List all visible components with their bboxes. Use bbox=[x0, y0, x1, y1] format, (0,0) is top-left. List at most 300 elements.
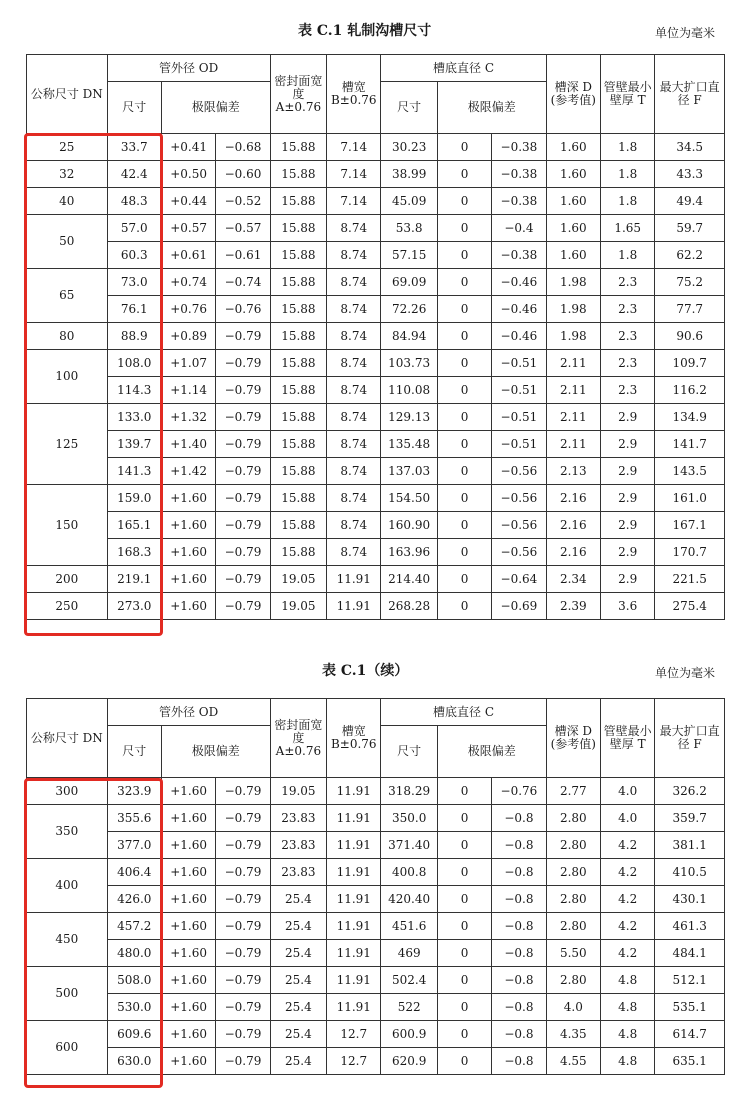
table-cell: 508.0 bbox=[107, 967, 161, 994]
table-cell: 8.74 bbox=[327, 458, 381, 485]
table-cell: +1.60 bbox=[161, 485, 215, 512]
table-cell: 103.73 bbox=[381, 350, 437, 377]
table-cell: 163.96 bbox=[381, 539, 437, 566]
table-cell: 4.8 bbox=[601, 967, 655, 994]
table-cell: 57.0 bbox=[107, 215, 161, 242]
table-row bbox=[27, 350, 725, 377]
table-cell: 3.6 bbox=[601, 593, 655, 620]
table-cell: 4.2 bbox=[601, 886, 655, 913]
table-cell: 62.2 bbox=[655, 242, 725, 269]
table-cell: 154.50 bbox=[381, 485, 437, 512]
table-cell: 2.16 bbox=[546, 512, 600, 539]
table-cell: 2.9 bbox=[601, 566, 655, 593]
table-cell: −0.68 bbox=[216, 134, 270, 161]
table-cell: 159.0 bbox=[107, 485, 161, 512]
table-cell: 11.91 bbox=[327, 778, 381, 805]
table-cell: 620.9 bbox=[381, 1048, 437, 1075]
table-cell: 141.3 bbox=[107, 458, 161, 485]
table-cell: −0.46 bbox=[492, 269, 546, 296]
table-row bbox=[27, 161, 725, 188]
table-cell: +1.60 bbox=[161, 886, 215, 913]
table-cell: 49.4 bbox=[655, 188, 725, 215]
table-cell: 15.88 bbox=[270, 134, 326, 161]
table-row bbox=[27, 1048, 725, 1075]
table-cell: 0 bbox=[437, 832, 491, 859]
table-cell: 139.7 bbox=[107, 431, 161, 458]
table-cell: 19.05 bbox=[270, 778, 326, 805]
table-cell: −0.8 bbox=[492, 805, 546, 832]
header-dn: 公称尺寸 DN bbox=[27, 699, 108, 778]
header-od: 管外径 OD bbox=[107, 55, 270, 82]
table-cell: 1.8 bbox=[601, 161, 655, 188]
table-cell: 1.60 bbox=[546, 188, 600, 215]
table-cell: 410.5 bbox=[655, 859, 725, 886]
table-cell: 0 bbox=[437, 431, 491, 458]
table-cell: +1.60 bbox=[161, 967, 215, 994]
table-cell: 4.2 bbox=[601, 940, 655, 967]
table-cell: −0.8 bbox=[492, 994, 546, 1021]
table-row bbox=[27, 215, 725, 242]
table-caption-continued: 表 C.1（续） bbox=[322, 663, 409, 679]
table-cell: 141.7 bbox=[655, 431, 725, 458]
table-cell: 2.9 bbox=[601, 485, 655, 512]
table-cell: −0.79 bbox=[216, 323, 270, 350]
table-cell: −0.8 bbox=[492, 967, 546, 994]
table-row bbox=[27, 994, 725, 1021]
table-cell: 4.8 bbox=[601, 1021, 655, 1048]
table-cell: +1.60 bbox=[161, 539, 215, 566]
table-cell: 4.2 bbox=[601, 859, 655, 886]
table-cell: 23.83 bbox=[270, 832, 326, 859]
table-row bbox=[27, 458, 725, 485]
unit-label: 单位为毫米 bbox=[655, 26, 716, 40]
table-cell: 2.39 bbox=[546, 593, 600, 620]
table-cell: 1.8 bbox=[601, 188, 655, 215]
table-cell: 11.91 bbox=[327, 805, 381, 832]
table-cell: 25.4 bbox=[270, 940, 326, 967]
table-row bbox=[27, 539, 725, 566]
table-cell: 0 bbox=[437, 188, 491, 215]
table-cell: −0.8 bbox=[492, 886, 546, 913]
table-cell: 34.5 bbox=[655, 134, 725, 161]
table-cell: 0 bbox=[437, 940, 491, 967]
table-cell: 42.4 bbox=[107, 161, 161, 188]
table-cell: 1.98 bbox=[546, 296, 600, 323]
table-cell: −0.8 bbox=[492, 832, 546, 859]
table-cell: −0.38 bbox=[492, 161, 546, 188]
table-cell: −0.79 bbox=[216, 967, 270, 994]
table-cell: 15.88 bbox=[270, 485, 326, 512]
table-cell: 0 bbox=[437, 778, 491, 805]
table-cell: 2.77 bbox=[546, 778, 600, 805]
table-cell: 2.80 bbox=[546, 967, 600, 994]
table-cell: 522 bbox=[381, 994, 437, 1021]
unit-label: 单位为毫米 bbox=[655, 666, 716, 680]
table-cell: +0.50 bbox=[161, 161, 215, 188]
table-cell: 484.1 bbox=[655, 940, 725, 967]
table-cell: −0.79 bbox=[216, 377, 270, 404]
header-groove-width: 槽宽 B±0.76 bbox=[327, 699, 381, 778]
table-cell: 0 bbox=[437, 242, 491, 269]
table-cell: 4.0 bbox=[601, 805, 655, 832]
table-cell: −0.51 bbox=[492, 404, 546, 431]
table-cell: +1.40 bbox=[161, 431, 215, 458]
table-cell: −0.57 bbox=[216, 215, 270, 242]
table-row bbox=[27, 967, 725, 994]
table-cell: 426.0 bbox=[107, 886, 161, 913]
table-cell: 11.91 bbox=[327, 940, 381, 967]
table-cell: 2.9 bbox=[601, 404, 655, 431]
table-cell: 25.4 bbox=[270, 1048, 326, 1075]
table-cell: 0 bbox=[437, 859, 491, 886]
table-row bbox=[27, 913, 725, 940]
table-cell: −0.79 bbox=[216, 404, 270, 431]
table-cell: 318.29 bbox=[381, 778, 437, 805]
table-cell: 11.91 bbox=[327, 967, 381, 994]
table-cell: 8.74 bbox=[327, 269, 381, 296]
table-cell: 15.88 bbox=[270, 323, 326, 350]
table-cell: 12.7 bbox=[327, 1021, 381, 1048]
table-cell: 4.2 bbox=[601, 913, 655, 940]
dn-cell: 200 bbox=[27, 566, 108, 593]
table-cell: −0.52 bbox=[216, 188, 270, 215]
table-row bbox=[27, 886, 725, 913]
table-cell: 114.3 bbox=[107, 377, 161, 404]
table-cell: 57.15 bbox=[381, 242, 437, 269]
table-row bbox=[27, 593, 725, 620]
table-cell: 15.88 bbox=[270, 350, 326, 377]
table-cell: 2.11 bbox=[546, 350, 600, 377]
table-cell: 110.08 bbox=[381, 377, 437, 404]
table-cell: 2.3 bbox=[601, 296, 655, 323]
table-cell: 0 bbox=[437, 404, 491, 431]
table-row bbox=[27, 859, 725, 886]
header-max-flare: 最大扩口直径 F bbox=[655, 699, 725, 778]
table-cell: +0.61 bbox=[161, 242, 215, 269]
header-od: 管外径 OD bbox=[107, 699, 270, 726]
header-c-tolerance: 极限偏差 bbox=[437, 82, 546, 134]
table-cell: 275.4 bbox=[655, 593, 725, 620]
table-cell: 1.60 bbox=[546, 161, 600, 188]
table-cell: −0.64 bbox=[492, 566, 546, 593]
table-cell: 11.91 bbox=[327, 994, 381, 1021]
table-cell: −0.8 bbox=[492, 1048, 546, 1075]
table-cell: 25.4 bbox=[270, 913, 326, 940]
table-cell: 7.14 bbox=[327, 188, 381, 215]
dn-cell: 500 bbox=[27, 967, 108, 1021]
table-cell: 350.0 bbox=[381, 805, 437, 832]
table-cell: −0.74 bbox=[216, 269, 270, 296]
table-cell: 168.3 bbox=[107, 539, 161, 566]
table-cell: 25.4 bbox=[270, 994, 326, 1021]
table-cell: 0 bbox=[437, 485, 491, 512]
table-cell: +1.60 bbox=[161, 593, 215, 620]
header-groove-depth: 槽深 D (参考值) bbox=[546, 699, 600, 778]
table-cell: 0 bbox=[437, 566, 491, 593]
table-cell: 1.98 bbox=[546, 323, 600, 350]
table-cell: 219.1 bbox=[107, 566, 161, 593]
dn-cell: 600 bbox=[27, 1021, 108, 1075]
table-cell: 609.6 bbox=[107, 1021, 161, 1048]
table-cell: 0 bbox=[437, 1048, 491, 1075]
header-od-tolerance: 极限偏差 bbox=[161, 82, 270, 134]
table-cell: 23.83 bbox=[270, 859, 326, 886]
table-cell: +1.60 bbox=[161, 859, 215, 886]
table-cell: 8.74 bbox=[327, 350, 381, 377]
table-cell: −0.51 bbox=[492, 431, 546, 458]
table-cell: 457.2 bbox=[107, 913, 161, 940]
header-max-flare: 最大扩口直径 F bbox=[655, 55, 725, 134]
table-cell: 15.88 bbox=[270, 377, 326, 404]
table-row bbox=[27, 323, 725, 350]
table-cell: −0.46 bbox=[492, 323, 546, 350]
table-cell: 221.5 bbox=[655, 566, 725, 593]
header-od-tolerance: 极限偏差 bbox=[161, 726, 270, 778]
table-cell: 0 bbox=[437, 994, 491, 1021]
table-cell: −0.79 bbox=[216, 940, 270, 967]
table-cell: −0.79 bbox=[216, 431, 270, 458]
dn-cell: 300 bbox=[27, 778, 108, 805]
table-cell: 273.0 bbox=[107, 593, 161, 620]
table-cell: 1.8 bbox=[601, 134, 655, 161]
table-cell: 371.40 bbox=[381, 832, 437, 859]
table-cell: −0.8 bbox=[492, 1021, 546, 1048]
table-cell: 30.23 bbox=[381, 134, 437, 161]
table-cell: 11.91 bbox=[327, 859, 381, 886]
table-row bbox=[27, 1021, 725, 1048]
table-cell: −0.79 bbox=[216, 458, 270, 485]
table-cell: +1.60 bbox=[161, 566, 215, 593]
table-row bbox=[27, 431, 725, 458]
table-cell: 2.9 bbox=[601, 431, 655, 458]
table-cell: 381.1 bbox=[655, 832, 725, 859]
table-cell: 0 bbox=[437, 593, 491, 620]
table-cell: 167.1 bbox=[655, 512, 725, 539]
dn-cell: 25 bbox=[27, 134, 108, 161]
table-cell: 25.4 bbox=[270, 1021, 326, 1048]
header-seal-width: 密封面宽度 A±0.76 bbox=[270, 55, 326, 134]
table-cell: 4.55 bbox=[546, 1048, 600, 1075]
table-cell: 0 bbox=[437, 913, 491, 940]
header-seal-width: 密封面宽度 A±0.76 bbox=[270, 699, 326, 778]
table-cell: 480.0 bbox=[107, 940, 161, 967]
table-cell: +1.60 bbox=[161, 1048, 215, 1075]
table-cell: 0 bbox=[437, 967, 491, 994]
table-cell: −0.79 bbox=[216, 350, 270, 377]
table-cell: 2.80 bbox=[546, 913, 600, 940]
table-cell: 4.2 bbox=[601, 832, 655, 859]
table-cell: −0.56 bbox=[492, 539, 546, 566]
table-cell: −0.61 bbox=[216, 242, 270, 269]
table-cell: 2.9 bbox=[601, 539, 655, 566]
table-cell: +1.60 bbox=[161, 913, 215, 940]
table-cell: +1.32 bbox=[161, 404, 215, 431]
table-cell: +1.60 bbox=[161, 1021, 215, 1048]
table-cell: 2.80 bbox=[546, 832, 600, 859]
table-cell: 88.9 bbox=[107, 323, 161, 350]
table-cell: 530.0 bbox=[107, 994, 161, 1021]
table-row bbox=[27, 485, 725, 512]
table-cell: 0 bbox=[437, 215, 491, 242]
table-cell: 116.2 bbox=[655, 377, 725, 404]
table-cell: 400.8 bbox=[381, 859, 437, 886]
table-cell: 8.74 bbox=[327, 485, 381, 512]
table-cell: 8.74 bbox=[327, 431, 381, 458]
table-cell: 1.60 bbox=[546, 215, 600, 242]
table-cell: 43.3 bbox=[655, 161, 725, 188]
table-cell: −0.79 bbox=[216, 805, 270, 832]
table-cell: 635.1 bbox=[655, 1048, 725, 1075]
table-cell: 512.1 bbox=[655, 967, 725, 994]
table-cell: −0.79 bbox=[216, 994, 270, 1021]
table-cell: 8.74 bbox=[327, 323, 381, 350]
table-cell: 134.9 bbox=[655, 404, 725, 431]
table-cell: 33.7 bbox=[107, 134, 161, 161]
table-cell: −0.79 bbox=[216, 485, 270, 512]
table-cell: 25.4 bbox=[270, 886, 326, 913]
table-cell: 133.0 bbox=[107, 404, 161, 431]
table-cell: 2.16 bbox=[546, 485, 600, 512]
table-cell: +1.60 bbox=[161, 940, 215, 967]
table-cell: 0 bbox=[437, 323, 491, 350]
table-cell: 8.74 bbox=[327, 404, 381, 431]
dn-cell: 250 bbox=[27, 593, 108, 620]
table-cell: 0 bbox=[437, 805, 491, 832]
header-groove-diameter: 槽底直径 C bbox=[381, 55, 546, 82]
header-groove-width: 槽宽 B±0.76 bbox=[327, 55, 381, 134]
table-cell: 15.88 bbox=[270, 215, 326, 242]
header-od-size: 尺寸 bbox=[107, 82, 161, 134]
table-row bbox=[27, 832, 725, 859]
table-cell: −0.38 bbox=[492, 188, 546, 215]
table-cell: 1.98 bbox=[546, 269, 600, 296]
dn-cell: 100 bbox=[27, 350, 108, 404]
table-cell: −0.79 bbox=[216, 593, 270, 620]
table-cell: −0.69 bbox=[492, 593, 546, 620]
table-cell: −0.38 bbox=[492, 242, 546, 269]
table-cell: 461.3 bbox=[655, 913, 725, 940]
table-cell: 135.48 bbox=[381, 431, 437, 458]
table-cell: 45.09 bbox=[381, 188, 437, 215]
table-row bbox=[27, 377, 725, 404]
table-cell: 0 bbox=[437, 161, 491, 188]
table-cell: 2.80 bbox=[546, 859, 600, 886]
table-cell: 90.6 bbox=[655, 323, 725, 350]
groove-dimension-table-continued bbox=[26, 698, 725, 1075]
table-cell: 170.7 bbox=[655, 539, 725, 566]
table-cell: 19.05 bbox=[270, 593, 326, 620]
table-cell: 4.8 bbox=[601, 1048, 655, 1075]
table-cell: +1.60 bbox=[161, 805, 215, 832]
table-cell: −0.8 bbox=[492, 913, 546, 940]
table-cell: −0.8 bbox=[492, 940, 546, 967]
table-cell: 137.03 bbox=[381, 458, 437, 485]
table-cell: −0.79 bbox=[216, 886, 270, 913]
table-cell: 2.9 bbox=[601, 512, 655, 539]
table-row bbox=[27, 269, 725, 296]
dn-cell: 350 bbox=[27, 805, 108, 859]
table-cell: 2.3 bbox=[601, 269, 655, 296]
header-c-size: 尺寸 bbox=[381, 726, 437, 778]
table-cell: −0.56 bbox=[492, 512, 546, 539]
table-cell: 420.40 bbox=[381, 886, 437, 913]
table-cell: 8.74 bbox=[327, 242, 381, 269]
table-cell: 8.74 bbox=[327, 215, 381, 242]
dn-cell: 125 bbox=[27, 404, 108, 485]
table-cell: +0.41 bbox=[161, 134, 215, 161]
table-cell: 75.2 bbox=[655, 269, 725, 296]
table-cell: 377.0 bbox=[107, 832, 161, 859]
table-cell: −0.79 bbox=[216, 512, 270, 539]
table-cell: 451.6 bbox=[381, 913, 437, 940]
table-cell: 2.3 bbox=[601, 377, 655, 404]
table-cell: −0.8 bbox=[492, 859, 546, 886]
table-cell: −0.79 bbox=[216, 566, 270, 593]
table-cell: +1.42 bbox=[161, 458, 215, 485]
table-cell: 15.88 bbox=[270, 404, 326, 431]
table-cell: −0.79 bbox=[216, 859, 270, 886]
table-cell: 2.16 bbox=[546, 539, 600, 566]
table-cell: 15.88 bbox=[270, 431, 326, 458]
table-cell: 108.0 bbox=[107, 350, 161, 377]
table-cell: 2.11 bbox=[546, 404, 600, 431]
table-cell: 0 bbox=[437, 512, 491, 539]
table-cell: +0.89 bbox=[161, 323, 215, 350]
table-cell: −0.46 bbox=[492, 296, 546, 323]
table-cell: 4.35 bbox=[546, 1021, 600, 1048]
table-cell: 326.2 bbox=[655, 778, 725, 805]
table-cell: 1.60 bbox=[546, 134, 600, 161]
header-c-tolerance: 极限偏差 bbox=[437, 726, 546, 778]
table-cell: +1.60 bbox=[161, 832, 215, 859]
table-row bbox=[27, 805, 725, 832]
table-cell: 430.1 bbox=[655, 886, 725, 913]
table-cell: 359.7 bbox=[655, 805, 725, 832]
table-cell: 72.26 bbox=[381, 296, 437, 323]
header-dn: 公称尺寸 DN bbox=[27, 55, 108, 134]
table-cell: 1.60 bbox=[546, 242, 600, 269]
table-cell: 73.0 bbox=[107, 269, 161, 296]
table-cell: 0 bbox=[437, 134, 491, 161]
table-cell: 0 bbox=[437, 296, 491, 323]
table-cell: −0.79 bbox=[216, 778, 270, 805]
table-cell: 15.88 bbox=[270, 458, 326, 485]
table-cell: 8.74 bbox=[327, 539, 381, 566]
table-cell: 23.83 bbox=[270, 805, 326, 832]
table-cell: 4.0 bbox=[601, 778, 655, 805]
table-cell: 38.99 bbox=[381, 161, 437, 188]
table-cell: 2.80 bbox=[546, 805, 600, 832]
table-cell: −0.51 bbox=[492, 350, 546, 377]
table-cell: 84.94 bbox=[381, 323, 437, 350]
table-cell: 8.74 bbox=[327, 512, 381, 539]
table-body bbox=[27, 778, 725, 1075]
table-row bbox=[27, 940, 725, 967]
dn-cell: 32 bbox=[27, 161, 108, 188]
table-cell: −0.76 bbox=[492, 778, 546, 805]
table-cell: 502.4 bbox=[381, 967, 437, 994]
table-cell: 60.3 bbox=[107, 242, 161, 269]
table-cell: 2.34 bbox=[546, 566, 600, 593]
table-cell: 0 bbox=[437, 886, 491, 913]
table-cell: 25.4 bbox=[270, 967, 326, 994]
table-cell: 2.9 bbox=[601, 458, 655, 485]
table-cell: 15.88 bbox=[270, 269, 326, 296]
table-cell: 15.88 bbox=[270, 296, 326, 323]
table-cell: 2.3 bbox=[601, 350, 655, 377]
table-cell: 8.74 bbox=[327, 296, 381, 323]
table-row bbox=[27, 134, 725, 161]
